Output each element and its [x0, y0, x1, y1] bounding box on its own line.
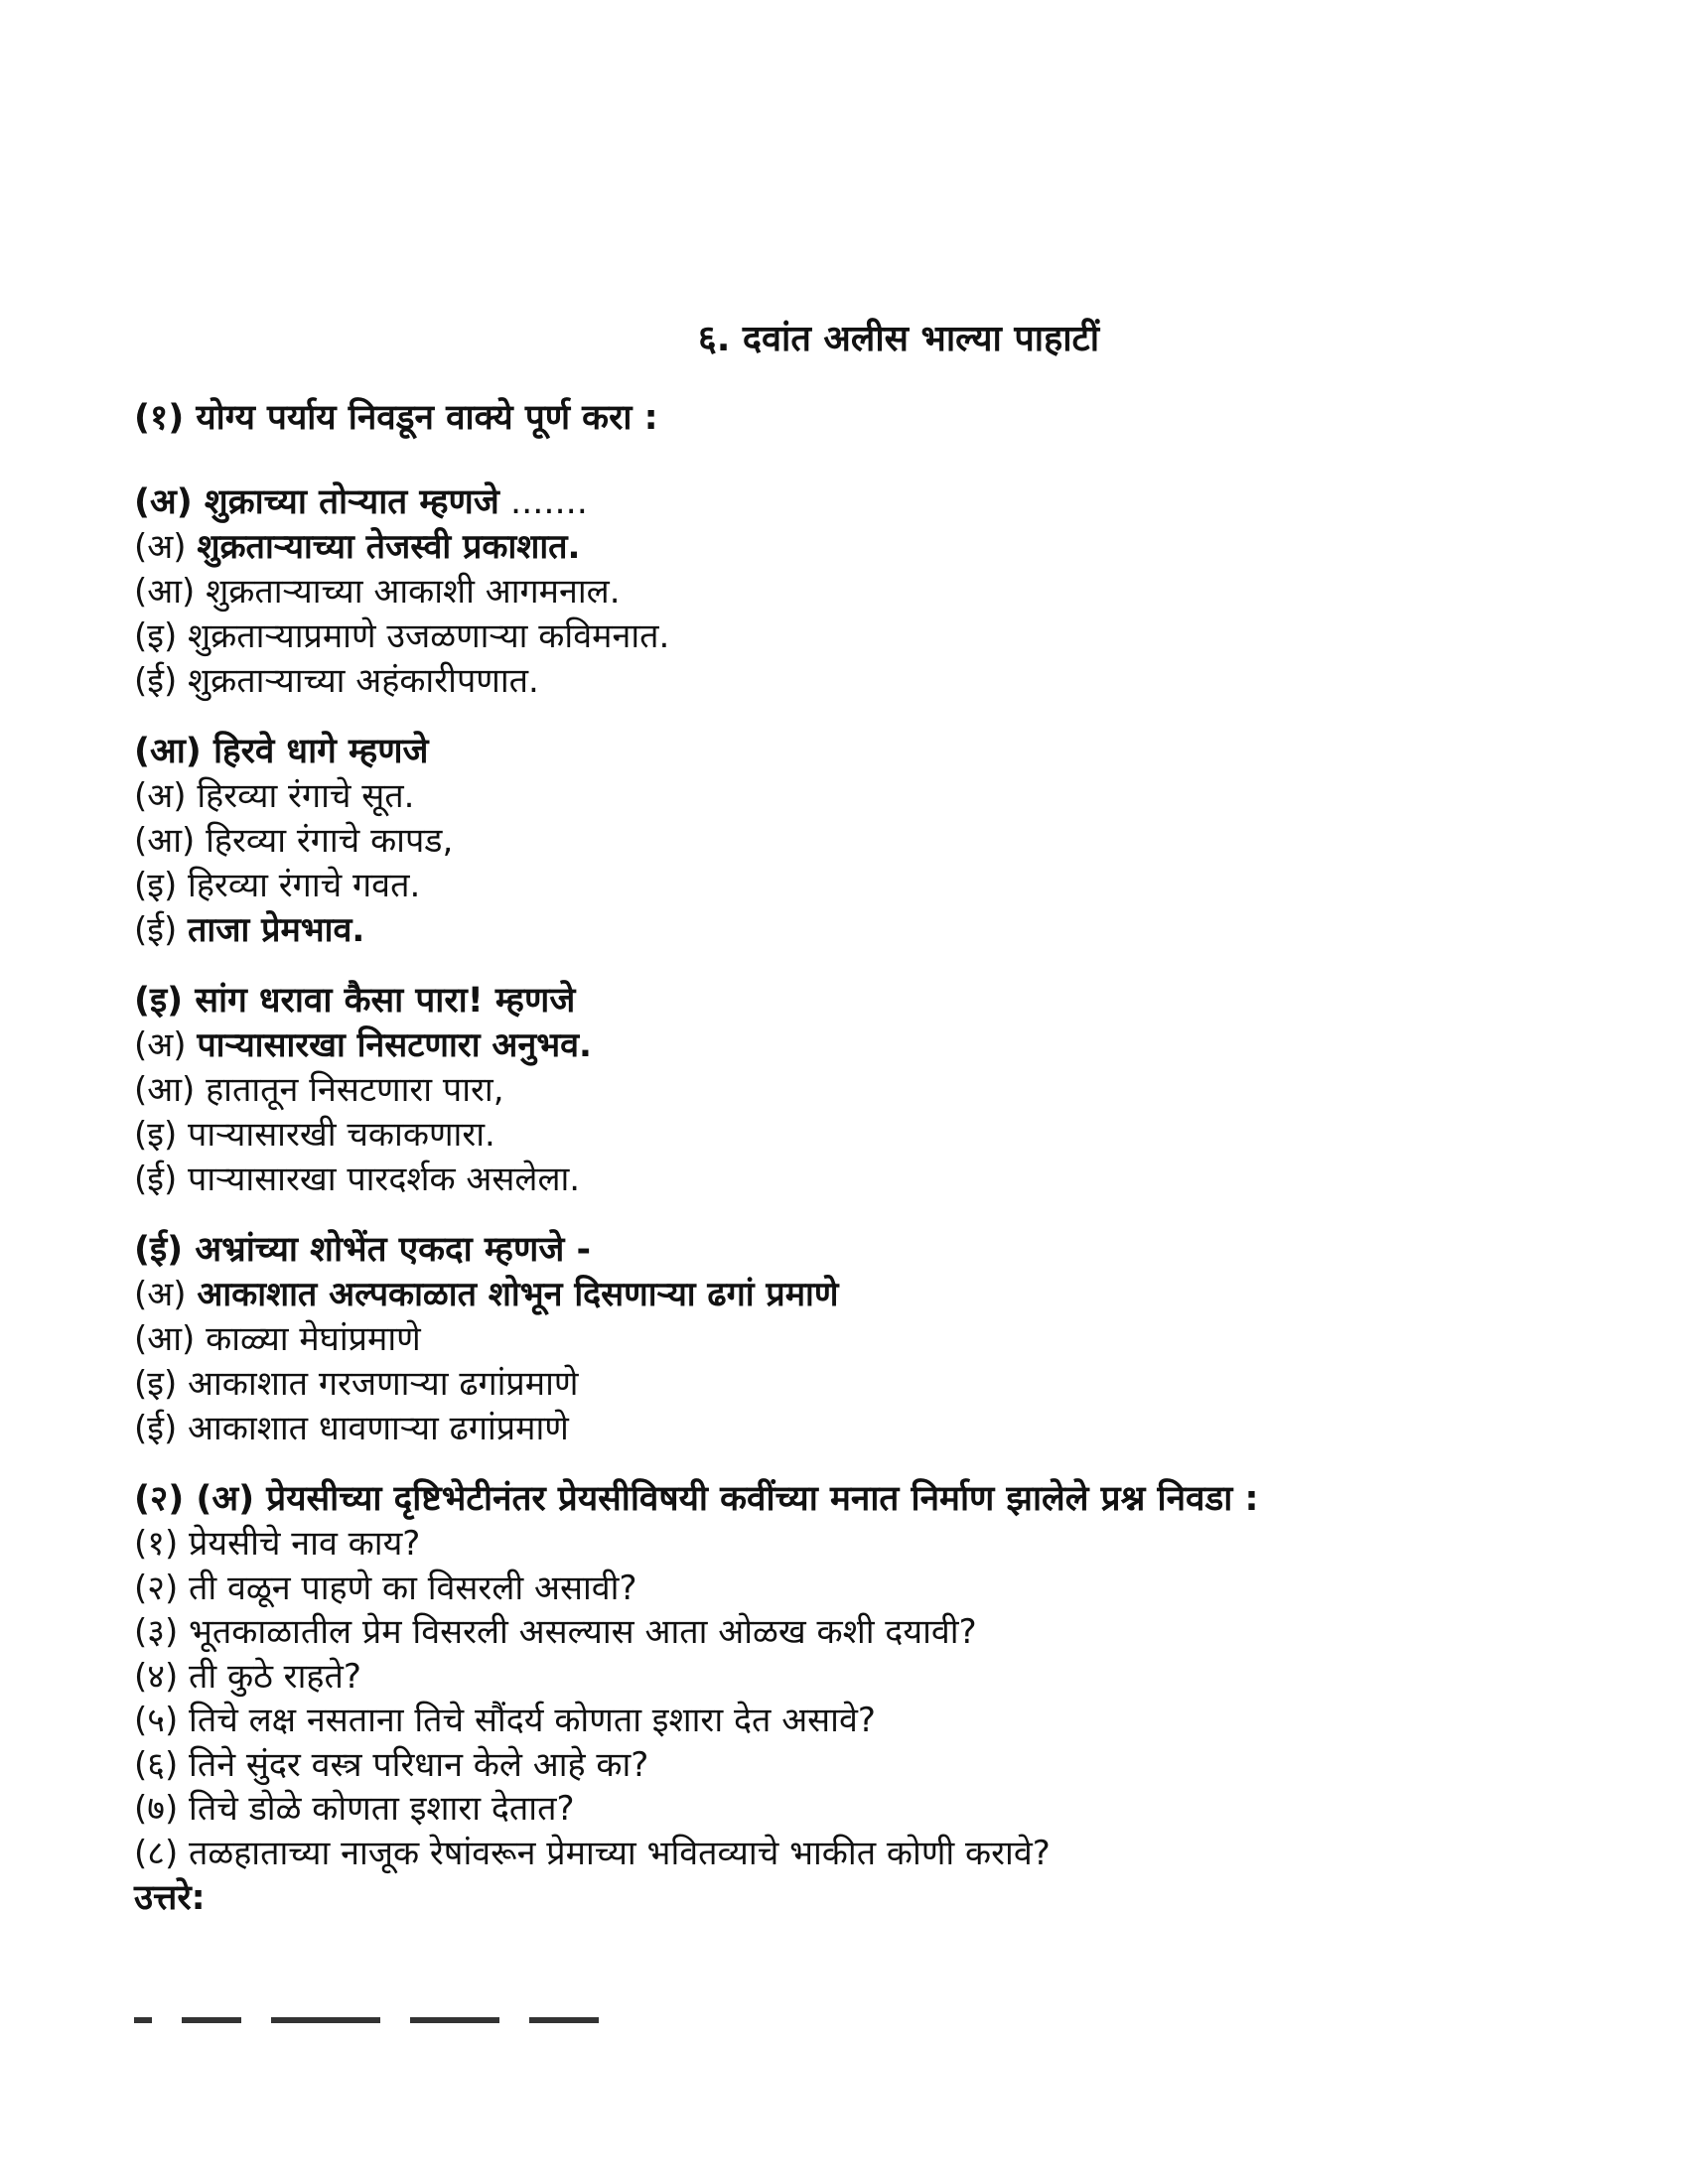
mcq-question-text: (अ) शुक्राच्या तोऱ्यात म्हणजे [134, 482, 499, 522]
question-2-item: (३) भूतकाळातील प्रेम विसरली असल्यास आता ओळख कशी दयावी? [134, 1612, 977, 1652]
mcq-question [134, 480, 1594, 525]
mcq-question-text: (आ) हिरवे धागे म्हणजे [134, 732, 429, 771]
mcq-option [134, 774, 1594, 819]
question-2-item: (७) तिचे डोळे कोणता इशारा देतात? [134, 1789, 575, 1829]
question-2-item: (६) तिने सुंदर वस्त्र परिधान केले आहे का? [134, 1744, 649, 1785]
mcq-question-blank: ....... [498, 482, 588, 522]
question-2-section [134, 1477, 1594, 1921]
mcq-option [134, 614, 1594, 659]
answers-label: उत्तरे: [134, 1878, 206, 1918]
option-marker: (इ) [134, 616, 178, 656]
mcq-question-text: (ई) अभ्रांच्या शोभेंत एकदा म्हणजे - [134, 1230, 591, 1270]
option-marker: (ई) [134, 661, 178, 701]
mcq-option-correct [134, 525, 1594, 570]
option-text: आकाशात धावणाऱ्या ढगांप्रमाणे [188, 1409, 569, 1448]
mcq-option [134, 1068, 1594, 1113]
mcq-option [134, 570, 1594, 614]
option-text: पाऱ्यासारखा निसटणारा अनुभव. [197, 1025, 592, 1065]
option-marker: (अ) [134, 776, 187, 816]
question-2-item: (८) तळहाताच्या नाजूक रेषांवरून प्रेमाच्या भवितव्याचे भाकीत कोणी करावे? [134, 1833, 1051, 1873]
option-text: पाऱ्यासारखी चकाकणारा. [188, 1115, 495, 1155]
option-marker: (आ) [134, 1319, 196, 1359]
mcq-question [134, 1228, 1594, 1273]
mcq-block [134, 979, 1594, 1202]
chapter-title: ६. दवांत अलीस भाल्या पाहाटीं [697, 319, 1100, 359]
mcq-option [134, 1113, 1594, 1158]
option-text: काळ्या मेघांप्रमाणे [206, 1319, 421, 1359]
option-marker: (इ) [134, 1364, 178, 1404]
mcq-option-correct [134, 1273, 1594, 1317]
option-text: शुक्रताऱ्याच्या अहंकारीपणात. [188, 661, 539, 701]
mcq-option [134, 1362, 1594, 1407]
mcq-question-text: (इ) सांग धरावा कैसा पारा! म्हणजे [134, 981, 576, 1021]
mcq-option [134, 1317, 1594, 1362]
option-marker: (आ) [134, 821, 196, 861]
mcq-question [134, 979, 1594, 1024]
question-2-item: (५) तिचे लक्ष नसताना तिचे सौंदर्य कोणता इशारा देत असावे? [134, 1701, 876, 1740]
question-2-item: (२) ती वळून पाहणे का विसरली असावी? [134, 1568, 637, 1608]
option-marker: (अ) [134, 527, 187, 567]
mcq-block [134, 1228, 1594, 1451]
mcq-option [134, 1407, 1594, 1451]
option-text: शुक्रताऱ्याच्या तेजस्वी प्रकाशात. [197, 527, 581, 567]
mcq-option-correct [134, 908, 1594, 953]
option-text: शुक्रताऱ्याप्रमाणे उजळणाऱ्या कविमनात. [188, 616, 670, 656]
option-text: हिरव्या रंगाचे कापड, [206, 821, 454, 861]
mcq-option [134, 819, 1594, 864]
option-text: आकाशात अल्पकाळात शोभून दिसणाऱ्या ढगां प्रमाणे [197, 1275, 839, 1314]
question-2-heading: (२) (अ) प्रेयसीच्या दृष्टिभेटीनंतर प्रेयसीविषयी कवींच्या मनात निर्माण झालेले प्रश्न निवडा : [134, 1479, 1259, 1519]
option-marker: (अ) [134, 1275, 187, 1314]
option-text: हिरव्या रंगाचे गवत. [188, 866, 421, 905]
question-1-heading: (१) योग्य पर्याय निवडून वाक्ये पूर्ण करा : [134, 398, 658, 438]
option-text: आकाशात गरजणाऱ्या ढगांप्रमाणे [188, 1364, 579, 1404]
mcq-block [134, 480, 1594, 704]
option-text: शुक्रताऱ्याच्या आकाशी आगमनाल. [206, 572, 621, 612]
option-marker: (आ) [134, 572, 196, 612]
option-text: ताजा प्रेमभाव. [188, 910, 365, 950]
option-text: हातातून निसटणारा पारा, [206, 1070, 504, 1110]
option-text: हिरव्या रंगाचे सूत. [197, 776, 415, 816]
mcq-option-correct [134, 1024, 1594, 1068]
mcq-option [134, 864, 1594, 908]
option-marker: (इ) [134, 866, 178, 905]
mcq-block [134, 730, 1594, 953]
question-1-blocks [134, 480, 1594, 1451]
option-marker: (अ) [134, 1025, 187, 1065]
option-text: पाऱ्यासारखा पारदर्शक असलेला. [188, 1160, 581, 1199]
mcq-option [134, 659, 1594, 704]
option-marker: (ई) [134, 1409, 178, 1448]
option-marker: (ई) [134, 1160, 178, 1199]
cut-off-text-line [134, 2013, 928, 2023]
content-area [134, 395, 1594, 1921]
question-2-item: (४) ती कुठे राहते? [134, 1656, 361, 1697]
option-marker: (ई) [134, 910, 178, 950]
option-marker: (इ) [134, 1115, 178, 1155]
mcq-option [134, 1158, 1594, 1202]
option-marker: (आ) [134, 1070, 196, 1110]
mcq-question [134, 730, 1594, 774]
question-2-items [134, 1522, 1594, 1875]
question-2-item: (१) प्रेयसीचे नाव काय? [134, 1524, 421, 1564]
